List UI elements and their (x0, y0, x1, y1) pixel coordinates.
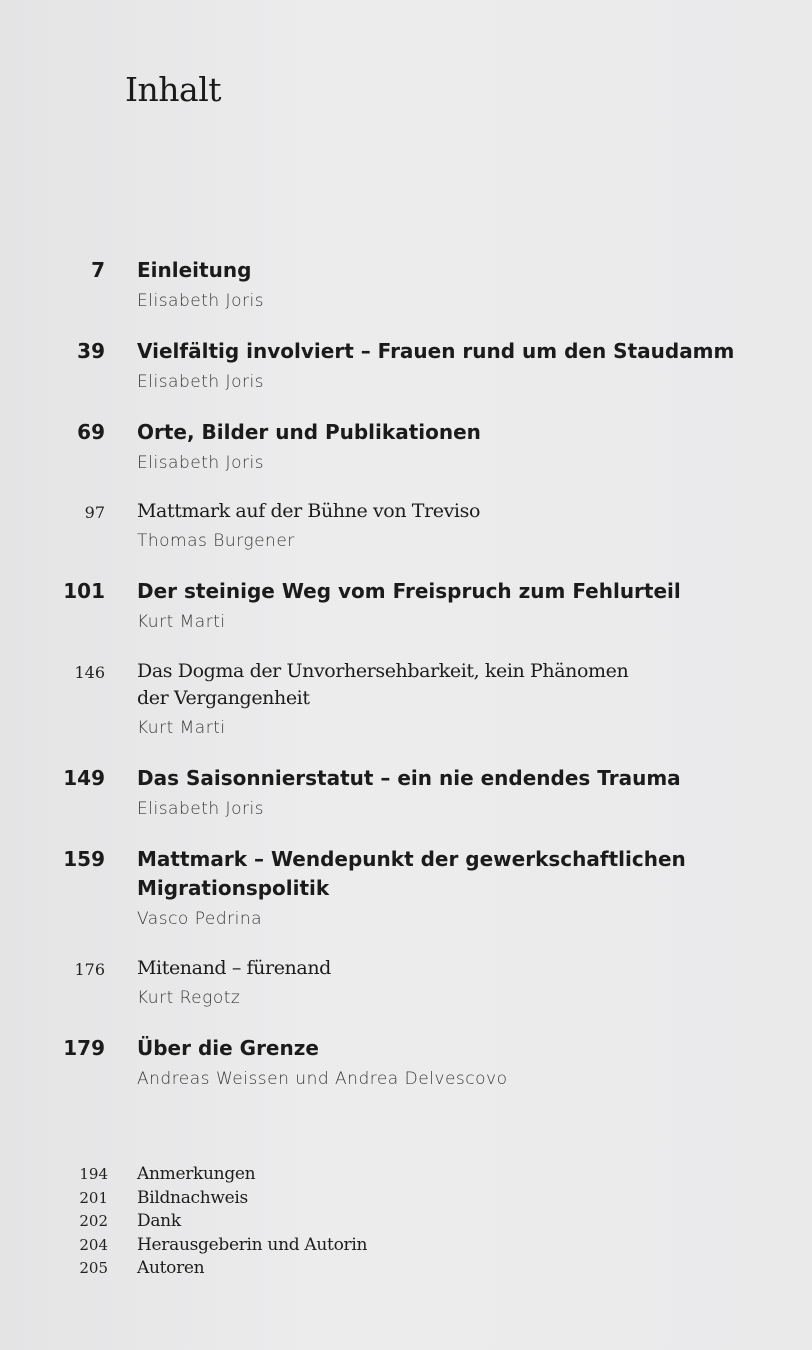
back-label: Anmerkungen (137, 1164, 256, 1184)
toc-author: Elisabeth Joris (137, 291, 265, 311)
list-item (0, 1187, 812, 1211)
toc-page-number: 149 (63, 766, 105, 790)
back-page-number: 204 (79, 1235, 108, 1254)
back-matter-list (0, 1163, 812, 1281)
back-label: Bildnachweis (137, 1187, 248, 1208)
list-item (0, 1163, 812, 1187)
back-page-number: 194 (79, 1165, 108, 1183)
toc-page-number: 39 (77, 339, 105, 363)
toc-text (137, 337, 737, 394)
toc-author: Kurt Marti (137, 612, 226, 632)
toc-title: Mattmark auf der Bühne von Treviso (137, 500, 481, 522)
toc-text (137, 498, 737, 553)
toc-page-number: 159 (63, 847, 105, 871)
toc-text (137, 764, 737, 821)
toc-author: Elisabeth Joris (137, 372, 265, 392)
toc-title: Vielfältig involviert – Frauen rund um den Staudamm (137, 339, 735, 363)
page-title: Inhalt (125, 70, 222, 109)
toc-text (137, 955, 737, 1010)
toc-page-number: 97 (84, 503, 105, 522)
toc-page-number: 179 (63, 1036, 105, 1060)
toc-title-line: Migrationspolitik (137, 876, 330, 900)
toc-author: Vasco Pedrina (137, 909, 263, 929)
toc-text (137, 1034, 737, 1091)
toc-title: Mitenand – fürenand (137, 957, 331, 979)
back-page-number: 201 (79, 1188, 108, 1207)
back-page-number: 205 (79, 1259, 108, 1277)
list-item (0, 1257, 812, 1281)
toc-text (137, 845, 737, 931)
list-item (0, 1210, 812, 1234)
toc-page-number: 146 (74, 663, 105, 682)
toc-title-line: Mattmark – Wendepunkt der gewerkschaftlichen (137, 847, 686, 871)
toc-author: Thomas Burgener (137, 531, 295, 551)
toc-title: Über die Grenze (137, 1036, 319, 1060)
toc-title: Der steinige Weg vom Freispruch zum Fehlurteil (137, 579, 681, 603)
back-label: Autoren (137, 1258, 205, 1278)
toc-title-line: Das Dogma der Unvorhersehbarkeit, kein Phänomen (137, 660, 629, 682)
toc-page-number: 101 (63, 579, 105, 603)
toc-author: Kurt Regotz (137, 988, 241, 1008)
toc-text (137, 256, 737, 313)
toc-text (137, 577, 737, 634)
toc-text (137, 418, 737, 475)
toc-author: Kurt Marti (137, 718, 226, 738)
back-label: Herausgeberin und Autorin (137, 1234, 368, 1255)
back-label: Dank (137, 1211, 181, 1231)
toc-author: Elisabeth Joris (137, 799, 265, 819)
toc-title-line: der Vergangenheit (137, 687, 310, 709)
toc-author: Elisabeth Joris (137, 453, 265, 473)
toc-text (137, 658, 737, 740)
toc-page-number: 176 (74, 960, 105, 979)
toc-page-number: 7 (91, 258, 105, 282)
toc-title: Das Saisonnierstatut – ein nie endendes Trauma (137, 766, 681, 790)
list-item (0, 1234, 812, 1258)
back-page-number: 202 (79, 1212, 108, 1230)
toc-author: Andreas Weissen und Andrea Delvescovo (137, 1069, 508, 1089)
toc-page-number: 69 (77, 420, 105, 444)
toc-title: Orte, Bilder und Publikationen (137, 420, 481, 444)
toc-title: Einleitung (137, 258, 252, 282)
